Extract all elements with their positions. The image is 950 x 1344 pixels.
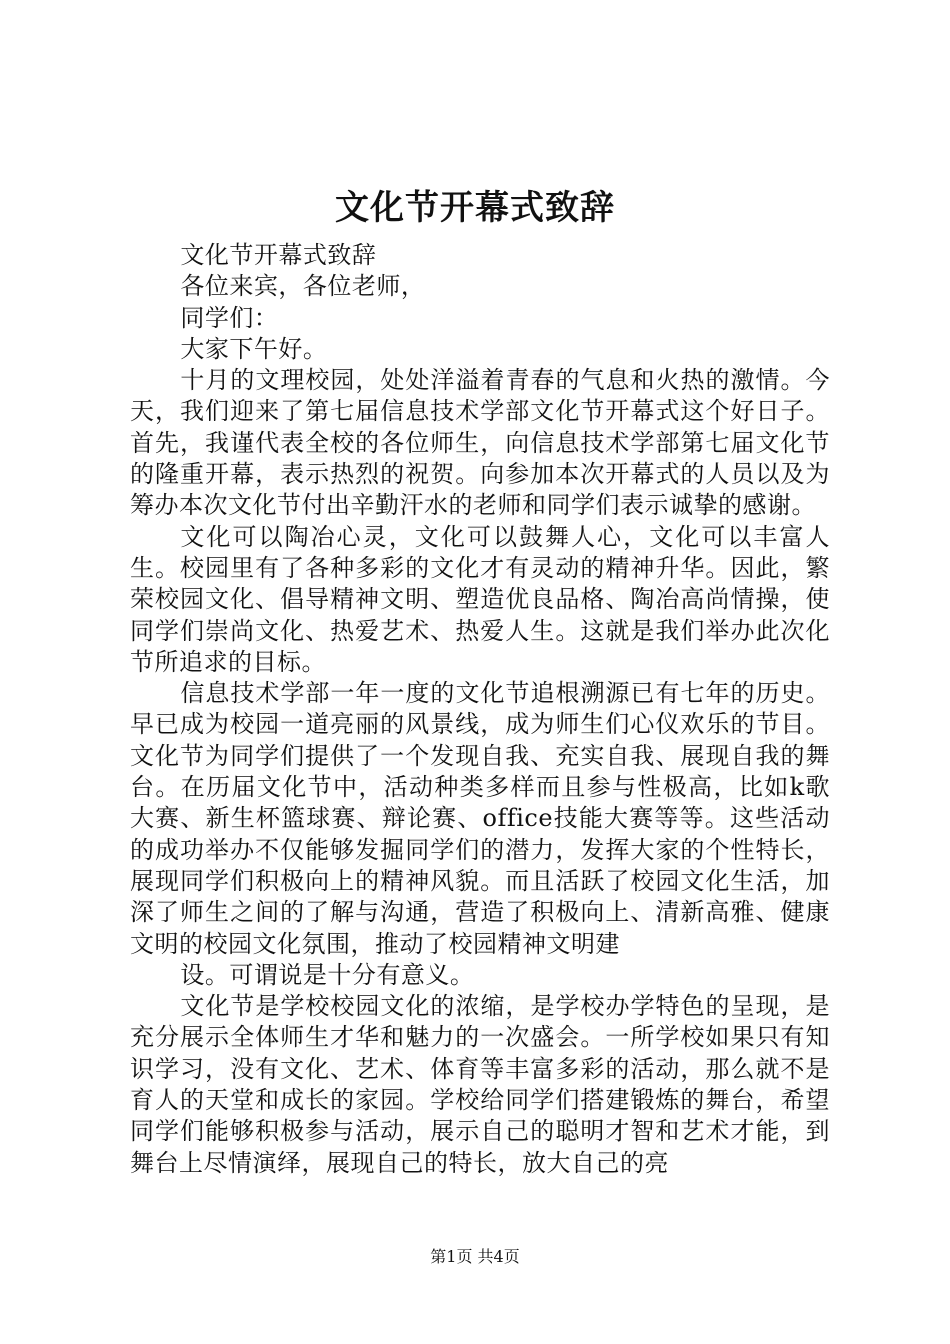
paragraph-heading: 文化节开幕式致辞: [180, 241, 377, 269]
document-title: 文化节开幕式致辞: [335, 188, 615, 228]
paragraph-opening: 十月的文理校园，处处洋溢着青春的气息和火热的激情。今天，我们迎来了第七届信息技术学部文化节开幕式这个好日子。首先，我谨代表全校的各位师生，向信息技术学部第七届文化节的隆重开幕，表示热烈的祝贺。向参加本次开幕式的人员以及为筹办本次文化节付出辛勤汗水的老师和同学们表示诚挚的感谢。: [130, 366, 830, 520]
paragraph-salutation-students: 同学们：: [180, 303, 279, 332]
paragraph-significance: 文化节是学校校园文化的浓缩，是学校办学特色的呈现，是充分展示全体师生才华和魅力的一次盛会。一所学校如果只有知识学习，没有文化、艺术、体育等丰富多彩的活动，那么就不是育人的天堂和成长的家园。学校给同学们搭建锻炼的舞台，希望同学们能够积极参与活动，展示自己的聪明才智和艺术才能，到舞台上尽情演绎，展现自己的特长，放大自己的亮: [130, 992, 830, 1177]
paragraph-greeting: 大家下午好。: [180, 334, 328, 363]
paragraph-history: 信息技术学部一年一度的文化节追根溯源已有七年的历史。早已成为校园一道亮丽的风景线，成为师生们心仪欢乐的节目。文化节为同学们提供了一个发现自我、充实自我、展现自我的舞台。在历届文化节中，活动种类多样而且参与性极高，比如k歌大赛、新生杯篮球赛、辩论赛、office技能大赛等等。这些活动的成功举办不仅能够发掘同学们的潜力，发挥大家的个性特长，展现同学们积极向上的精神风貌。而且活跃了校园文化生活，加深了师生之间的了解与沟通，营造了积极向上、清新高雅、健康文明的校园文化氛围，推动了校园精神文明建: [130, 679, 830, 958]
page-footer: 第1页 共4页: [430, 1247, 520, 1266]
document-body: [130, 240, 830, 1179]
paragraph-history-continued: 设。可谓说是十分有意义。: [180, 960, 475, 989]
paragraph-salutation-guests: 各位来宾，各位老师，: [180, 272, 426, 301]
paragraph-culture: 文化可以陶冶心灵，文化可以鼓舞人心，文化可以丰富人生。校园里有了各种多彩的文化才有灵动的精神升华。因此，繁荣校园文化、倡导精神文明、塑造优良品格、陶冶高尚情操，使同学们崇尚文化、热爱艺术、热爱人生。这就是我们举办此次化节所追求的目标。: [130, 522, 830, 676]
